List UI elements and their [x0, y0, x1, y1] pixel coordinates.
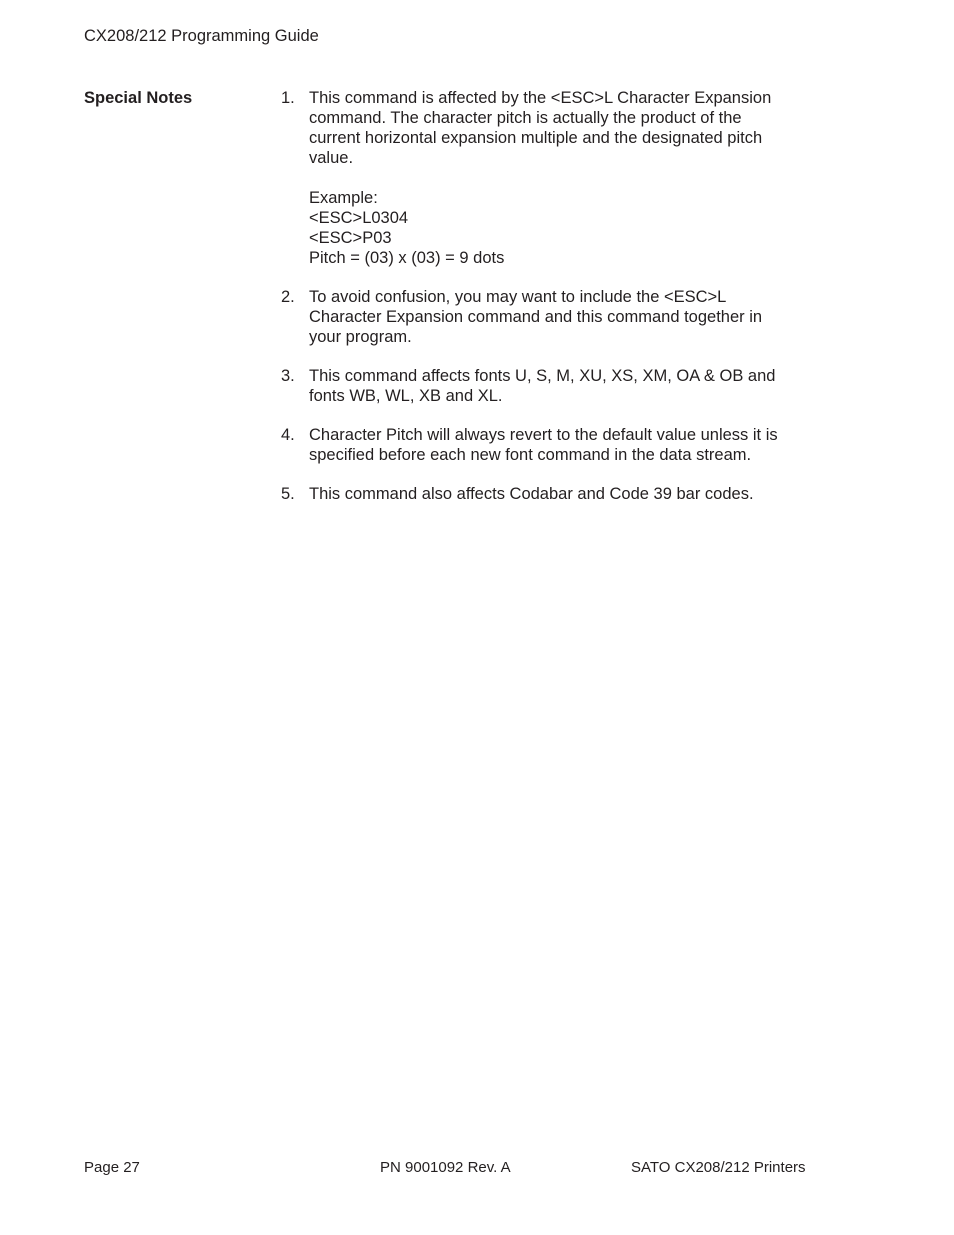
note-line: fonts WB, WL, XB and XL.	[309, 387, 503, 405]
note-line: This command also affects Codabar and Code 39 bar codes.	[309, 485, 754, 503]
note-line: command. The character pitch is actually the product of the	[309, 109, 742, 127]
example-label: Example:	[309, 189, 378, 207]
note-line: specified before each new font command in the data stream.	[309, 446, 752, 464]
note-line: Character Pitch will always revert to the default value unless it is	[309, 426, 778, 444]
note-line: This command is affected by the <ESC>L Character Expansion	[309, 89, 772, 107]
note-item-5	[281, 484, 811, 504]
footer-page-number: Page 27	[84, 1159, 140, 1176]
note-number: 5.	[281, 485, 295, 503]
section-label-special-notes: Special Notes	[84, 89, 193, 107]
note-item-2	[281, 287, 811, 347]
note-number: 4.	[281, 426, 295, 444]
note-number: 2.	[281, 288, 295, 306]
special-notes-list	[281, 88, 811, 504]
note-line: To avoid confusion, you may want to include the <ESC>L	[309, 288, 727, 306]
footer-product-name: SATO CX208/212 Printers	[631, 1159, 806, 1176]
example-line: <ESC>P03	[309, 229, 392, 247]
note-number: 1.	[281, 89, 295, 107]
note-example	[309, 188, 811, 268]
note-line: This command affects fonts U, S, M, XU, XS, XM, OA & OB and	[309, 367, 776, 385]
note-line: value.	[309, 149, 354, 167]
note-number: 3.	[281, 367, 295, 385]
footer-part-number: PN 9001092 Rev. A	[380, 1159, 511, 1176]
example-line: <ESC>L0304	[309, 209, 409, 227]
note-line: Character Expansion command and this command together in	[309, 308, 763, 326]
example-line: Pitch = (03) x (03) = 9 dots	[309, 249, 505, 267]
note-line: current horizontal expansion multiple and the designated pitch	[309, 129, 763, 147]
note-item-4	[281, 425, 811, 465]
note-item-1	[281, 88, 811, 268]
document-header-title: CX208/212 Programming Guide	[84, 27, 319, 45]
note-item-3	[281, 366, 811, 406]
note-line: your program.	[309, 328, 412, 346]
